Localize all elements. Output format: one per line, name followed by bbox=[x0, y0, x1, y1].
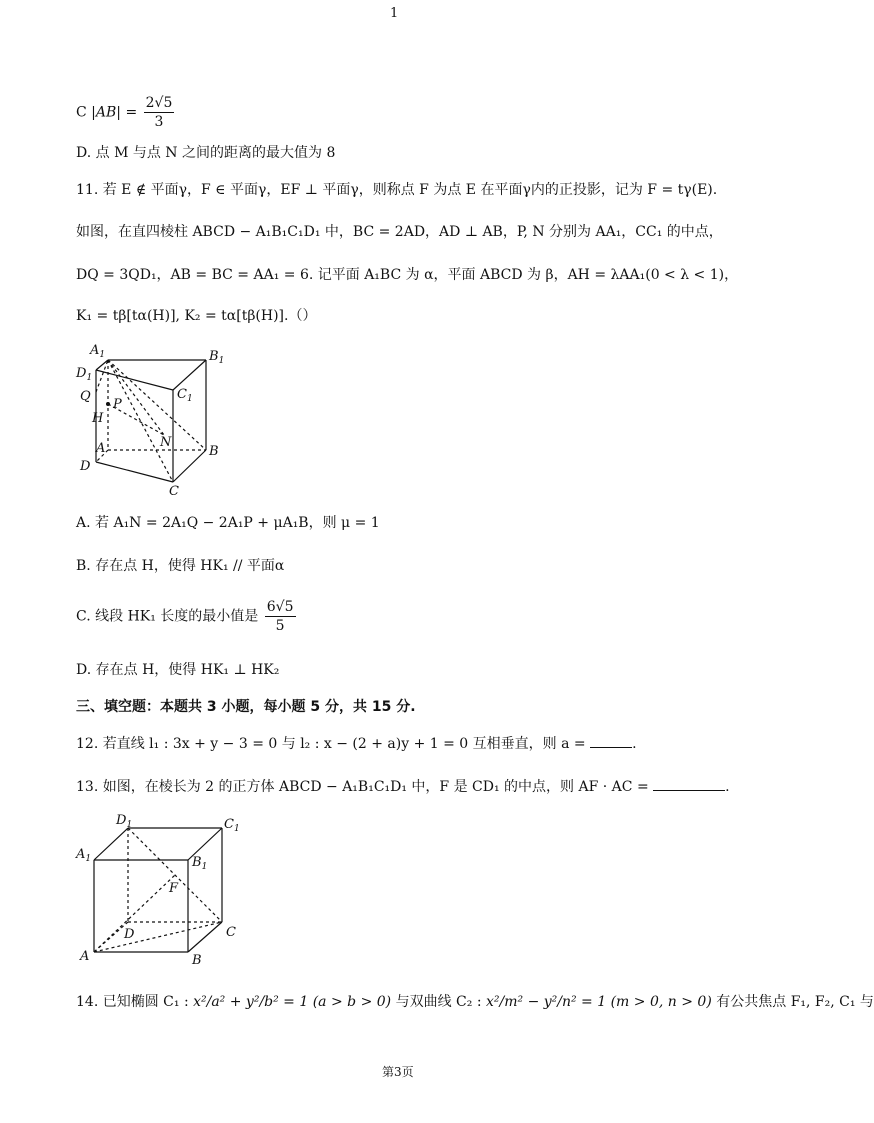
q13-cube-figure bbox=[76, 810, 256, 970]
q14-hyperbola: x²/m² − y²/n² = 1 (m > 0, n > 0) bbox=[486, 994, 712, 1010]
label-A1: $A_1$ bbox=[90, 343, 106, 360]
q14-mid: 与双曲线 C₂ : bbox=[395, 994, 482, 1010]
label-B1: $B_1$ bbox=[209, 349, 225, 366]
label-D: D bbox=[124, 927, 135, 942]
q11-line4: K₁ = tβ[tα(H)], K₂ = tα[tβ(H)].（） bbox=[76, 308, 317, 324]
label-A: A bbox=[80, 949, 90, 964]
label-C1: $C_1$ bbox=[177, 387, 193, 404]
q11-option-c-fraction bbox=[265, 598, 296, 635]
q14-ellipse: x²/a² + y²/b² = 1 (a > b > 0) bbox=[193, 994, 392, 1010]
q13-text: 13. 如图，在棱长为 2 的正方体 ABCD − A₁B₁C₁D₁ 中，F 是 CD₁ 的中点，则 AF · AC = bbox=[76, 779, 649, 795]
q11-line1: 11. 若 E ∉ 平面γ，F ∈ 平面γ，EF ⊥ 平面γ，则称点 F 为点 E 在平面γ内的正投影，记为 F = tγ(E). bbox=[76, 182, 718, 198]
label-D1: $D_1$ bbox=[76, 366, 93, 383]
q11-option-b: B. 存在点 H，使得 HK₁ // 平面α bbox=[76, 558, 285, 574]
q14 bbox=[76, 992, 874, 1012]
label-D1: $D_1$ bbox=[116, 813, 133, 830]
frac-denominator: 5 bbox=[275, 618, 285, 634]
prev-option-c-prefix: C bbox=[76, 104, 87, 121]
q11-option-d: D. 存在点 H，使得 HK₁ ⊥ HK₂ bbox=[76, 662, 280, 678]
label-B1: $B_1$ bbox=[192, 855, 208, 872]
frac-numerator: 2√5 bbox=[145, 95, 173, 111]
q12-end: . bbox=[632, 736, 637, 752]
label-D: D bbox=[80, 459, 91, 474]
q12 bbox=[76, 733, 637, 754]
q12-answer-blank[interactable] bbox=[590, 733, 632, 748]
prev-option-c-fraction bbox=[144, 94, 175, 131]
q11-prism-figure bbox=[76, 340, 236, 500]
label-F: F bbox=[169, 881, 179, 896]
label-Q: Q bbox=[80, 389, 91, 404]
label-B: B bbox=[209, 444, 219, 459]
page-footer: 第3页 bbox=[382, 1065, 414, 1079]
q11-option-c-text: C. 线段 HK₁ 长度的最小值是 bbox=[76, 608, 259, 625]
label-B: B bbox=[192, 953, 202, 968]
frac-denominator: 3 bbox=[154, 114, 164, 130]
label-A: A bbox=[96, 441, 106, 456]
q14-suffix: 有公共焦点 F₁, F₂, C₁ 与 bbox=[716, 994, 874, 1010]
frac-numerator: 6√5 bbox=[266, 599, 294, 615]
prev-option-d: D. 点 M 与点 N 之间的距离的最大值为 8 bbox=[76, 145, 336, 161]
q13-answer-blank[interactable] bbox=[653, 776, 725, 791]
label-H: H bbox=[92, 411, 104, 426]
label-C: C bbox=[226, 925, 236, 940]
prev-option-c-expr: |AB| = bbox=[91, 104, 138, 121]
q12-text: 12. 若直线 l₁ : 3x + y − 3 = 0 与 l₂ : x − (2 + a)y + 1 = 0 互相垂直，则 a = bbox=[76, 736, 586, 752]
label-C: C bbox=[169, 484, 179, 499]
q11-line2: 如图，在直四棱柱 ABCD − A₁B₁C₁D₁ 中，BC = 2AD，AD ⊥ AB，P, N 分别为 AA₁，CC₁ 的中点， bbox=[76, 224, 723, 240]
label-N: N bbox=[160, 435, 172, 450]
q11-line3: DQ = 3QD₁，AB = BC = AA₁ = 6. 记平面 A₁BC 为 α，平面 ABCD 为 β，AH = λAA₁(0 < λ < 1)， bbox=[76, 267, 739, 283]
prev-option-c bbox=[76, 94, 176, 131]
q13 bbox=[76, 776, 730, 797]
section-3-heading: 三、填空题：本题共 3 小题，每小题 5 分，共 15 分. bbox=[76, 699, 416, 715]
q11-option-a: A. 若 A₁N = 2A₁Q − 2A₁P + μA₁B，则 μ = 1 bbox=[76, 515, 380, 531]
label-C1: $C_1$ bbox=[224, 817, 240, 834]
q13-end: . bbox=[725, 779, 730, 795]
label-P: P bbox=[113, 397, 122, 412]
q11-option-c bbox=[76, 598, 298, 635]
label-A1: $A_1$ bbox=[76, 847, 92, 864]
q14-prefix: 14. 已知椭圆 C₁ : bbox=[76, 994, 189, 1010]
page-number-top: 1 bbox=[390, 6, 399, 21]
